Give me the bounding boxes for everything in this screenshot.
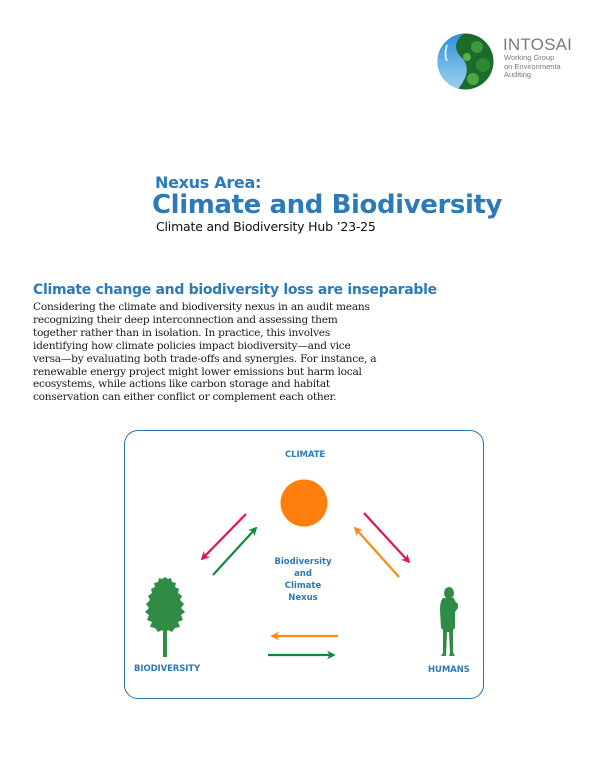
arrow-climate-to-humans — [364, 513, 409, 562]
arrow-biodiversity-to-climate — [213, 528, 256, 575]
nexus-line: Biodiversity — [274, 557, 332, 567]
human-silhouette-icon — [440, 587, 458, 656]
humans-label: HUMANS — [428, 665, 470, 675]
sun-icon — [281, 480, 328, 527]
page-kicker: Nexus Area: — [155, 173, 262, 192]
logo-subtitle-line: Auditing — [504, 70, 532, 79]
logo-subtitle-line: on Environmenta — [504, 61, 561, 71]
logo-subtitle-line: Working Group — [504, 53, 555, 62]
nexus-line: and — [294, 569, 312, 579]
page-title: Climate and Biodiversity — [152, 190, 503, 220]
biodiversity-label: BIODIVERSITY — [134, 664, 201, 674]
section-body: Considering the climate and biodiversity nexus in an audit means recognizing their deep interconnection and assessing them together rather than in isolation. In practice, this involves identifying how climate policies impact biodiversity—and vice versa—by evaluating both trade-offs and synergies. For instance, a renewable energy project might lower emissions but harm local ecosystems, while actions like carbon storage and habitat conservation can either conflict or complement each other. — [33, 301, 377, 404]
page-subtitle: Climate and Biodiversity Hub ’23-25 — [156, 219, 376, 234]
logo-title: INTOSAI — [503, 35, 573, 54]
tree-icon — [145, 577, 185, 657]
section-heading: Climate change and biodiversity loss are inseparable — [33, 282, 437, 298]
arrow-climate-to-biodiversity — [202, 514, 246, 559]
nexus-line: Climate — [284, 581, 322, 591]
nexus-line: Nexus — [288, 593, 318, 603]
arrow-humans-to-climate — [355, 528, 399, 577]
climate-label: CLIMATE — [285, 450, 326, 460]
